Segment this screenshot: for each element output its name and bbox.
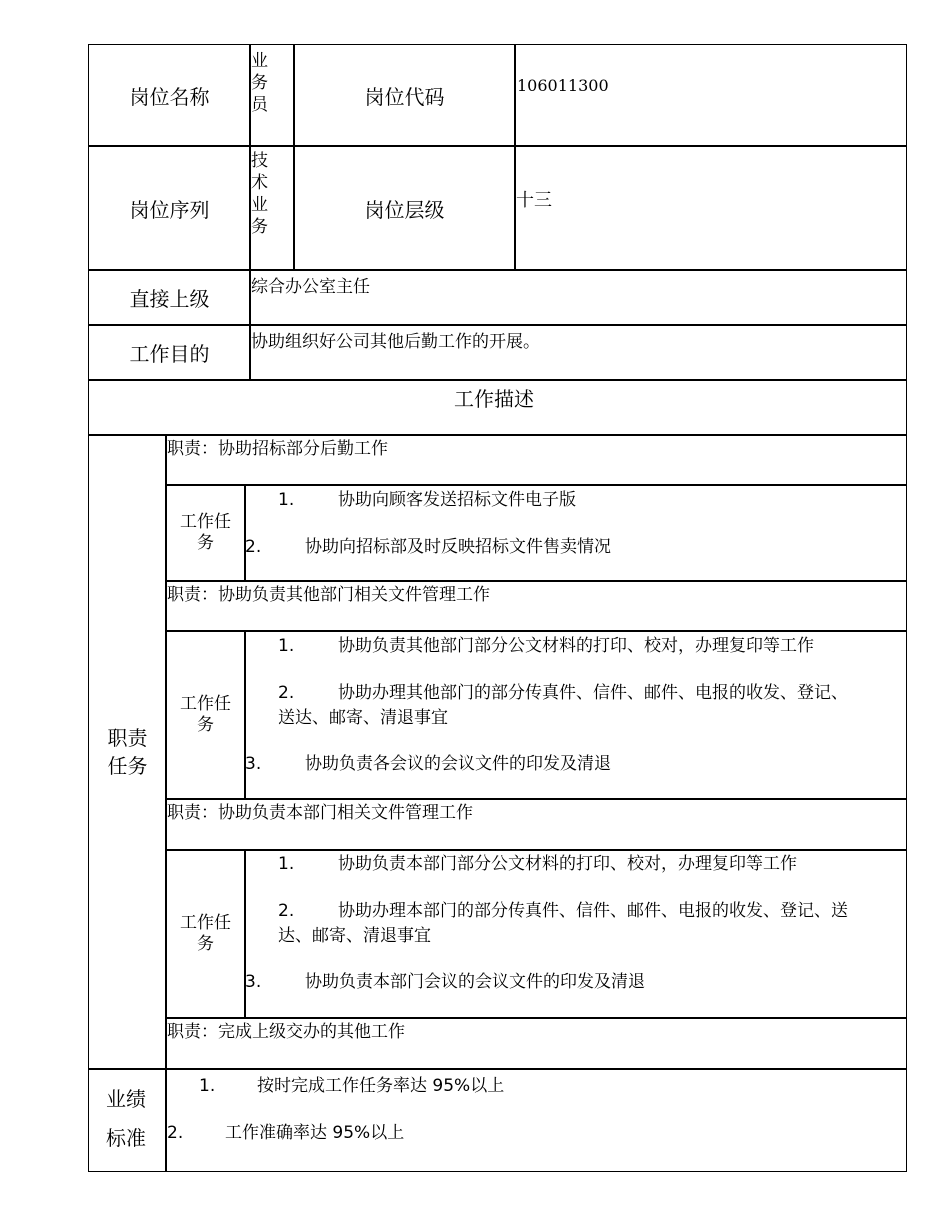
position-name-value-cell <box>249 44 295 147</box>
position-code-value-cell <box>514 44 907 147</box>
description-title-cell <box>88 379 907 436</box>
position-code-label: 岗位代码 <box>293 44 516 147</box>
duty-3-task-label-cell <box>165 849 246 1019</box>
performance-label-cell <box>88 1068 167 1172</box>
duty-2-task-label: 工作任务 <box>180 694 231 735</box>
performance-label-line2: 标准 <box>106 1126 146 1150</box>
description-title: 工作描述 <box>454 387 534 411</box>
duty-3-task-2: 2. 协助办理本部门的部分传真件、信件、邮件、电报的收发、登记、送 <box>278 901 848 921</box>
performance-label-line1: 业绩 <box>106 1087 146 1111</box>
position-name-label: 岗位名称 <box>88 44 251 147</box>
duty-3-tasks-cell <box>244 849 907 1019</box>
duty-2-title: 职责：协助负责其他部门相关文件管理工作 <box>167 585 490 605</box>
duty-2-tasks-cell <box>244 630 907 800</box>
superior-value-cell <box>249 269 907 326</box>
duty-2-task-2: 2. 协助办理其他部门的部分传真件、信件、邮件、电报的收发、登记、 <box>278 683 848 703</box>
position-series-value: 技术业务 <box>251 151 268 237</box>
duty-3-task-1: 1. 协助负责本部门部分公文材料的打印、校对，办理复印等工作 <box>278 854 797 874</box>
superior-value: 综合办公室主任 <box>251 277 370 297</box>
duty-3-title-cell <box>165 798 907 851</box>
duty-1-title: 职责：协助招标部分后勤工作 <box>167 439 388 459</box>
position-level-label: 岗位层级 <box>293 145 516 271</box>
duties-label-cell <box>88 434 167 1070</box>
duty-1-title-cell <box>165 434 907 486</box>
duty-3-task-2-cont: 达、邮寄、清退事宜 <box>278 926 431 946</box>
duty-1-tasks-cell <box>244 484 907 582</box>
purpose-value-cell <box>249 324 907 381</box>
duty-4-title: 职责：完成上级交办的其他工作 <box>167 1022 405 1042</box>
performance-item-2: 2. 工作准确率达 95%以上 <box>167 1123 405 1143</box>
duty-1-task-1: 1. 协助向顾客发送招标文件电子版 <box>278 490 576 510</box>
performance-items-cell <box>165 1068 907 1172</box>
position-series-label: 岗位序列 <box>88 145 251 271</box>
position-level-value-cell <box>514 145 907 271</box>
purpose-label: 工作目的 <box>88 324 251 381</box>
duty-3-task-3: 3. 协助负责本部门会议的会议文件的印发及清退 <box>245 972 645 992</box>
duty-2-task-label-cell <box>165 630 246 800</box>
duty-4-title-cell <box>165 1017 907 1070</box>
position-series-value-cell <box>249 145 295 271</box>
duty-2-task-1: 1. 协助负责其他部门部分公文材料的打印、校对，办理复印等工作 <box>278 636 814 656</box>
duty-2-title-cell <box>165 580 907 632</box>
duty-3-title: 职责：协助负责本部门相关文件管理工作 <box>167 803 473 823</box>
duty-1-task-2: 2. 协助向招标部及时反映招标文件售卖情况 <box>245 537 611 557</box>
position-code-value: 106011300 <box>517 76 609 95</box>
superior-label: 直接上级 <box>88 269 251 326</box>
duty-1-task-label-cell <box>165 484 246 582</box>
duty-2-task-2-cont: 送达、邮寄、清退事宜 <box>278 708 448 728</box>
duty-2-task-3: 3. 协助负责各会议的会议文件的印发及清退 <box>245 754 611 774</box>
purpose-value: 协助组织好公司其他后勤工作的开展。 <box>251 332 540 352</box>
duty-1-task-label: 工作任务 <box>180 512 231 553</box>
performance-item-1: 1. 按时完成工作任务率达 95%以上 <box>199 1076 505 1096</box>
duties-label: 职责任务 <box>107 726 148 778</box>
position-level-value: 十三 <box>516 190 552 211</box>
position-name-value: 业务员 <box>251 51 268 115</box>
duty-3-task-label: 工作任务 <box>180 913 231 954</box>
